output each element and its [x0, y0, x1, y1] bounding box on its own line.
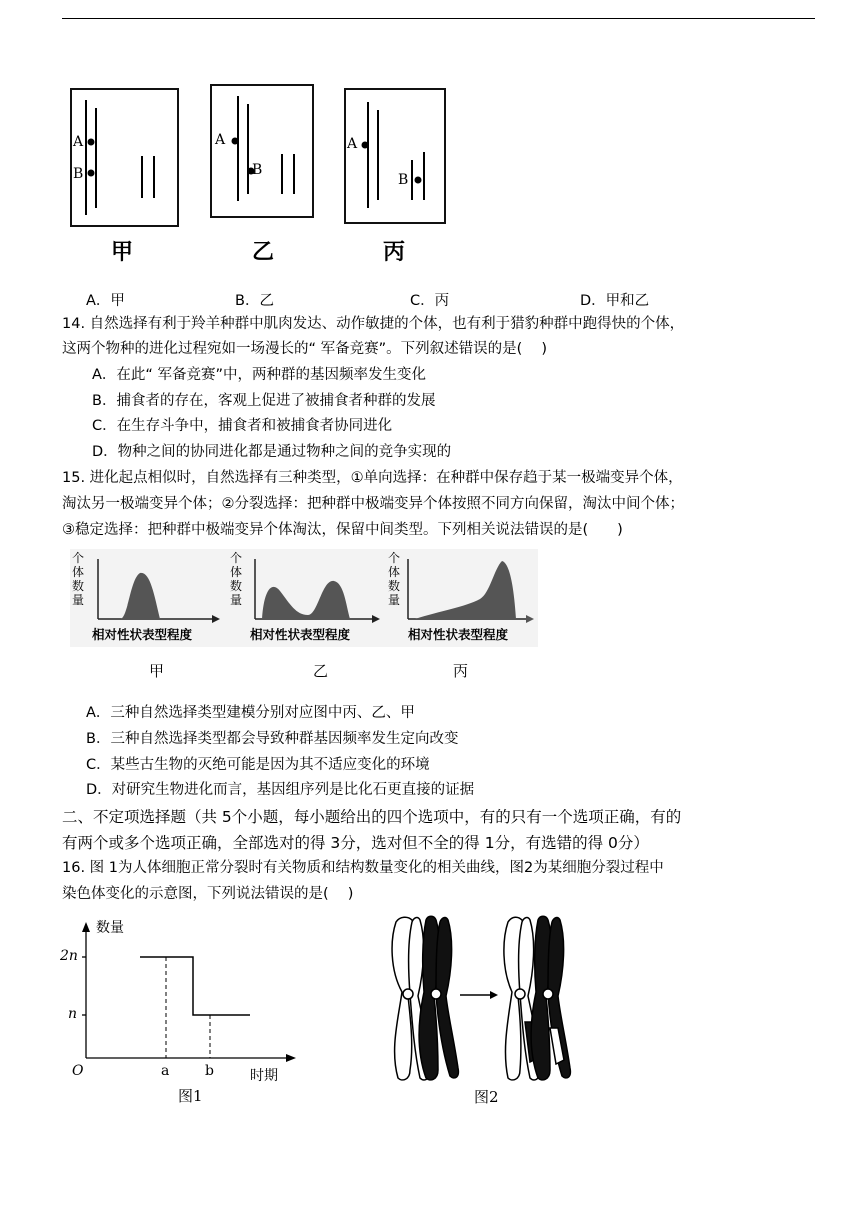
x-axis-label: 相对性状表型程度 [92, 627, 193, 642]
y-axis-char: 数 [72, 579, 85, 593]
q15-stem-line1: 15. 进化起点相似时，自然选择有三种类型，①单向选择：在种群中保存趋于某一极端变异个体， [62, 470, 683, 486]
x-axis-label: 时期 [250, 1068, 278, 1084]
y-tick-n: n [68, 1006, 78, 1022]
section-heading-line2: 有两个或多个选项正确，全部选对的得 3分，选对但不全的得 1分，有选错的得 0分） [62, 834, 649, 852]
panel-caption-yi: 乙 [252, 240, 275, 265]
y-axis-char: 量 [72, 593, 85, 607]
figure1-caption: 图1 [178, 1087, 203, 1105]
distribution-caption-bing: 丙 [453, 662, 469, 680]
q15-option-c: C．某些古生物的灭绝可能是因为其不适应变化的环境 [86, 757, 430, 773]
q13-option-a: A．甲 [86, 293, 125, 309]
y-axis-label: 数量 [96, 920, 124, 936]
figure1-step-graph [60, 915, 320, 1115]
chromosome-panel-bing [344, 88, 446, 224]
q16-stem-line1: 16. 图 1为人体细胞正常分裂时有关物质和结构数量变化的相关曲线，图2为某细胞分裂过程中 [62, 860, 664, 876]
chromosome-panel-yi [210, 84, 314, 218]
header-rule [62, 18, 815, 19]
gene-label-b: B [73, 166, 84, 182]
distribution-caption-jia: 甲 [149, 662, 165, 680]
section-heading-line1: 二、不定项选择题（共 5个小题，每小题给出的四个选项中，有的只有一个选项正确，有的 [62, 808, 682, 826]
q14-option-c: C．在生存斗争中，捕食者和被捕食者协同进化 [92, 418, 393, 434]
figure2-chromosome-crossover [380, 910, 590, 1115]
gene-label-a: A [347, 136, 358, 152]
y-axis-char: 数 [230, 579, 243, 593]
y-axis-char: 个 [72, 551, 85, 565]
y-axis-char: 体 [388, 565, 401, 579]
y-axis-char: 体 [230, 565, 243, 579]
origin-label: O [72, 1063, 84, 1079]
figure2-caption: 图2 [474, 1088, 499, 1106]
q13-option-c: C．丙 [410, 293, 450, 309]
q15-option-d: D．对研究生物进化而言，基因组序列是比化石更直接的证据 [86, 782, 475, 798]
chromosome-panel-jia [70, 88, 179, 227]
q14-option-b: B．捕食者的存在，客观上促进了被捕食者种群的发展 [92, 393, 436, 409]
q14-option-d: D．物种之间的协同进化都是通过物种之间的竞争实现的 [92, 444, 452, 460]
y-axis-label [230, 551, 244, 607]
selection-distribution-figure [70, 549, 538, 647]
y-axis-char: 量 [230, 593, 243, 607]
q14-option-a: A．在此“ 军备竞赛”中，两种群的基因频率发生变化 [92, 367, 427, 383]
y-axis-char: 体 [72, 565, 85, 579]
gene-label-b: B [252, 162, 263, 178]
x-tick-b: b [205, 1063, 214, 1079]
q14-stem-line1: 14. 自然选择有利于羚羊种群中肌肉发达、动作敏捷的个体，也有利于猎豹种群中跑得快的个体， [62, 316, 685, 332]
y-axis-char: 量 [388, 593, 401, 607]
q13-option-b: B．乙 [235, 293, 274, 309]
y-axis-label [72, 551, 86, 607]
q16-stem-line2: 染色体变化的示意图，下列说法错误的是( ) [62, 886, 354, 902]
gene-label-b: B [398, 172, 409, 188]
y-tick-2n: 2n [60, 948, 78, 964]
q15-stem-line2: 淘汰另一极端变异个体；②分裂选择：把种群中极端变异个体按照不同方向保留，淘汰中间个体； [62, 496, 684, 512]
q15-stem-line3: ③稳定选择：把种群中极端变异个体淘汰，保留中间类型。下列相关说法错误的是( ) [62, 522, 623, 538]
panel-caption-bing: 丙 [383, 240, 406, 265]
y-axis-char: 个 [388, 551, 401, 565]
q13-option-d: D．甲和乙 [580, 293, 650, 309]
q15-option-b: B．三种自然选择类型都会导致种群基因频率发生定向改变 [86, 731, 459, 747]
gene-label-a: A [215, 132, 226, 148]
y-axis-label [388, 551, 402, 607]
x-axis-label: 相对性状表型程度 [250, 627, 351, 642]
panel-caption-jia: 甲 [111, 240, 134, 265]
y-axis-char: 个 [230, 551, 243, 565]
y-axis-char: 数 [388, 579, 401, 593]
x-tick-a: a [161, 1063, 170, 1079]
gene-label-a: A [73, 134, 84, 150]
distribution-caption-yi: 乙 [313, 662, 329, 680]
q14-stem-line2: 这两个物种的进化过程宛如一场漫长的“ 军备竞赛”。下列叙述错误的是( ) [62, 341, 548, 357]
q15-option-a: A．三种自然选择类型建模分别对应图中丙、乙、甲 [86, 705, 415, 721]
x-axis-label: 相对性状表型程度 [408, 627, 509, 642]
